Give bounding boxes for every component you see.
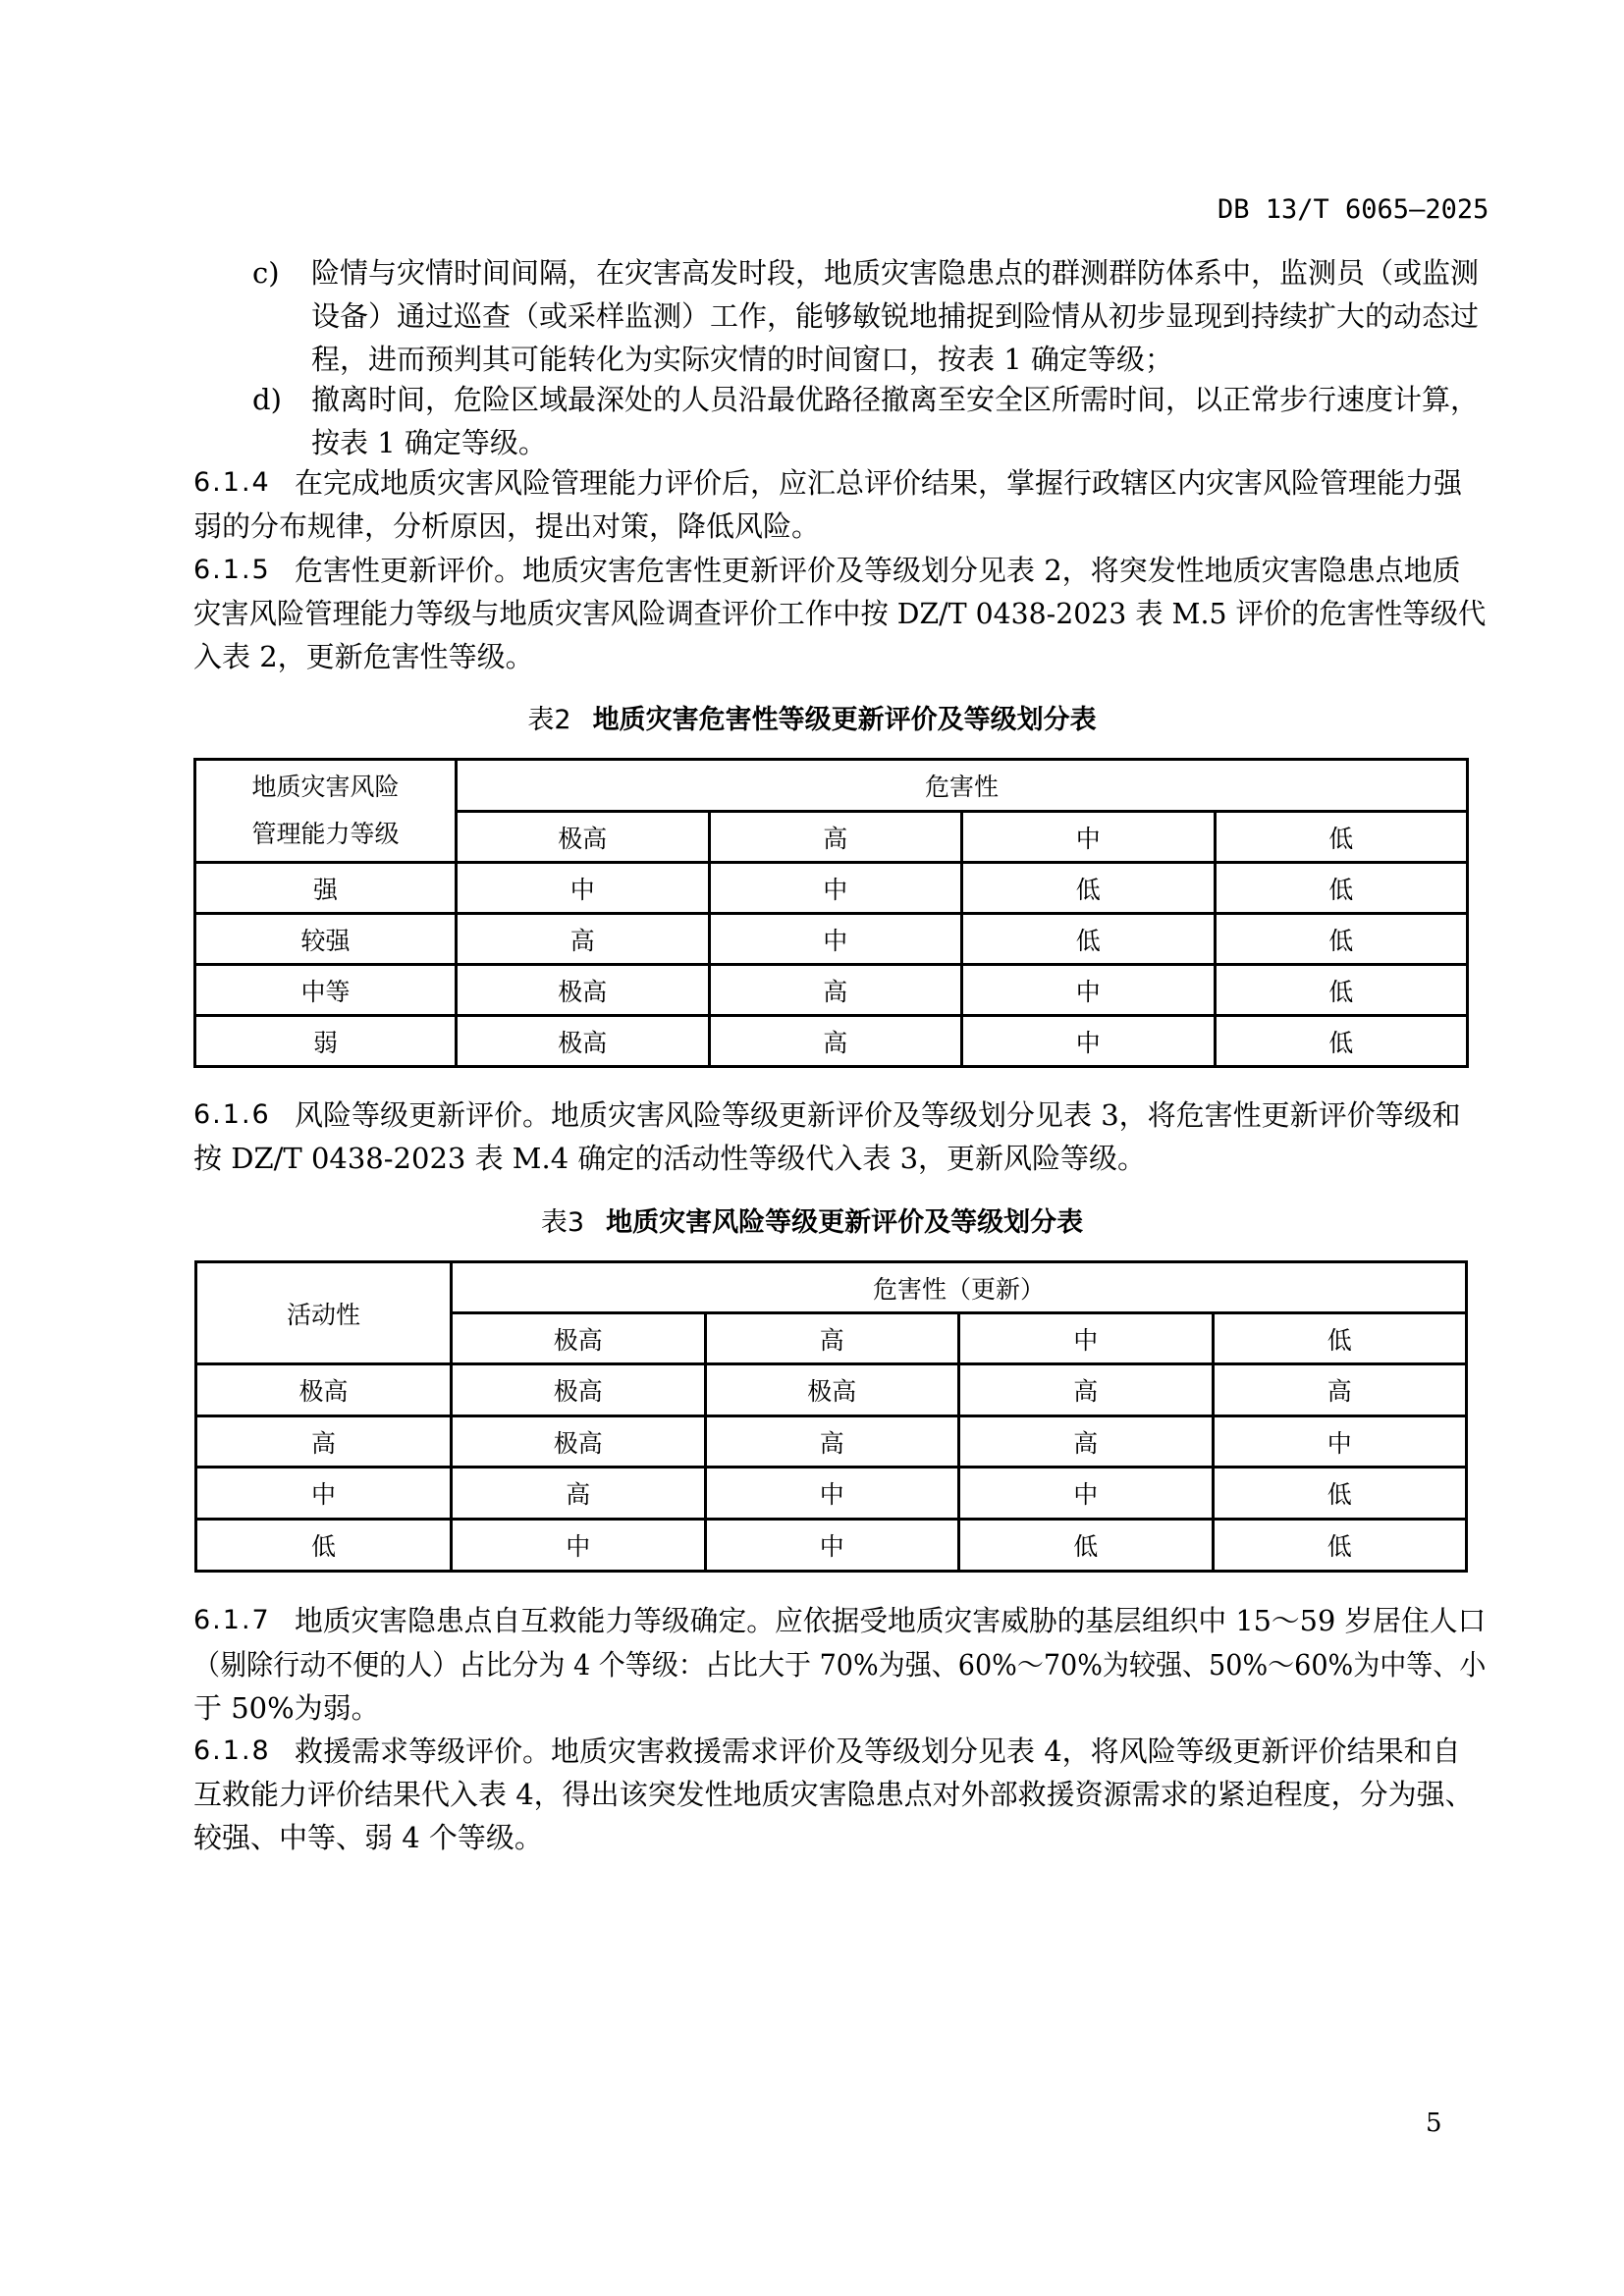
table3-cell: 低 xyxy=(1213,1520,1467,1572)
table2-cell: 极高 xyxy=(457,1016,710,1067)
table3-row-label: 中 xyxy=(196,1468,452,1520)
table3-cell: 极高 xyxy=(452,1416,706,1468)
page-number: 5 xyxy=(1426,2109,1442,2138)
paragraph-line: 救援需求等级评价。地质灾害救援需求评价及等级划分见表 4，将风险等级更新评价结果和自 xyxy=(295,1735,1461,1768)
table2-title: 地质灾害危害性等级更新评价及等级划分表 xyxy=(592,705,1097,735)
table3-column-header: 中 xyxy=(959,1313,1214,1364)
paragraph-line: 按 DZ/T 0438-2023 表 M.4 确定的活动性等级代入表 3，更新风险等级。 xyxy=(193,1142,1147,1175)
paragraph-line: 在完成地质灾害风险管理能力评价后，应汇总评价结果，掌握行政辖区内灾害风险管理能力强 xyxy=(295,466,1463,500)
table2-row-label: 较强 xyxy=(195,914,457,965)
table3-row xyxy=(196,1364,1467,1416)
paragraph-line: 弱的分布规律，分析原因，提出对策，降低风险。 xyxy=(193,509,821,543)
table2-column-header: 中 xyxy=(962,812,1216,863)
table2-cell: 中 xyxy=(962,965,1216,1016)
paragraph-line: 于 50%为弱。 xyxy=(193,1691,380,1725)
table3-cell: 极高 xyxy=(452,1364,706,1416)
table2-cell: 低 xyxy=(1215,965,1468,1016)
table2-cell: 低 xyxy=(962,863,1216,914)
table3-cell: 高 xyxy=(705,1416,959,1468)
table2-row-header-line: 管理能力等级 xyxy=(251,820,400,848)
section-number: 6.1.6 xyxy=(193,1099,271,1130)
table2-cell: 低 xyxy=(962,914,1216,965)
table2-row xyxy=(195,914,1468,965)
table2-column-header: 高 xyxy=(709,812,962,863)
table3-row-header: 活动性 xyxy=(196,1262,452,1364)
list-item-label: d) xyxy=(252,383,282,416)
table2 xyxy=(193,758,1469,1068)
table2-column-header: 极高 xyxy=(457,812,710,863)
list-item-line: 程，进而预判其可能转化为实际灾情的时间窗口，按表 1 确定等级； xyxy=(311,343,1173,376)
table2-row xyxy=(195,965,1468,1016)
table2-row-header-line: 地质灾害风险 xyxy=(251,773,400,801)
paragraph-line: 入表 2，更新危害性等级。 xyxy=(193,640,534,673)
table2-row xyxy=(195,863,1468,914)
table2-cell: 低 xyxy=(1215,914,1468,965)
table2-cell: 高 xyxy=(709,1016,962,1067)
table3-cell: 中 xyxy=(959,1468,1214,1520)
paragraph-line: 危害性更新评价。地质灾害危害性更新评价及等级划分见表 2，将突发性地质灾害隐患点地质 xyxy=(295,554,1461,587)
table2-cell: 极高 xyxy=(457,965,710,1016)
table2-row-label: 强 xyxy=(195,863,457,914)
paragraph-line: （剔除行动不便的人）占比分为 4 个等级：占比大于 70%为强、60%～70%为较强、50%～60%为中等、小 xyxy=(193,1648,1487,1682)
table3-cell: 高 xyxy=(959,1364,1214,1416)
table3-cell: 极高 xyxy=(705,1364,959,1416)
paragraph-line: 较强、中等、弱 4 个等级。 xyxy=(193,1821,543,1854)
paragraph-line: 互救能力评价结果代入表 4，得出该突发性地质灾害隐患点对外部救援资源需求的紧迫程度，分为强、 xyxy=(193,1778,1474,1811)
paragraph-line: 地质灾害隐患点自互救能力等级确定。应依据受地质灾害威胁的基层组织中 15～59 岁居住人口 xyxy=(295,1604,1487,1637)
table2-caption xyxy=(0,701,1624,740)
table3-cell: 低 xyxy=(1213,1468,1467,1520)
table3-column-group-header: 危害性（更新） xyxy=(452,1262,1467,1313)
table3-column-header: 低 xyxy=(1213,1313,1467,1364)
table3-number: 表3 xyxy=(540,1207,585,1238)
table3-cell: 中 xyxy=(705,1520,959,1572)
table2-cell: 低 xyxy=(1215,1016,1468,1067)
table3-row-label: 低 xyxy=(196,1520,452,1572)
table3-title: 地质灾害风险等级更新评价及等级划分表 xyxy=(606,1207,1084,1238)
table3 xyxy=(194,1260,1468,1573)
table3-row xyxy=(196,1468,1467,1520)
table2-cell: 中 xyxy=(962,1016,1216,1067)
table2-cell: 中 xyxy=(457,863,710,914)
table3-cell: 高 xyxy=(452,1468,706,1520)
table3-cell: 中 xyxy=(705,1468,959,1520)
table2-number: 表2 xyxy=(527,705,571,735)
table2-row-label: 弱 xyxy=(195,1016,457,1067)
table2-cell: 高 xyxy=(457,914,710,965)
table3-cell: 低 xyxy=(959,1520,1214,1572)
table2-column-header: 低 xyxy=(1215,812,1468,863)
table2-row-header xyxy=(195,760,457,863)
table3-row xyxy=(196,1520,1467,1572)
paragraph-line: 灾害风险管理能力等级与地质灾害风险调查评价工作中按 DZ/T 0438-2023 表 M.5 评价的危害性等级代 xyxy=(193,597,1487,630)
table3-caption xyxy=(0,1203,1624,1243)
table3-cell: 高 xyxy=(1213,1364,1467,1416)
table2-column-group-header: 危害性 xyxy=(457,760,1468,812)
section-number: 6.1.5 xyxy=(193,555,271,585)
table2-cell: 低 xyxy=(1215,863,1468,914)
table2-cell: 高 xyxy=(709,965,962,1016)
paragraph-line: 风险等级更新评价。地质灾害风险等级更新评价及等级划分见表 3，将危害性更新评价等级和 xyxy=(295,1098,1461,1132)
table3-column-header: 极高 xyxy=(452,1313,706,1364)
list-item-line: 按表 1 确定等级。 xyxy=(311,426,547,459)
table3-row-label: 高 xyxy=(196,1416,452,1468)
table3-cell: 中 xyxy=(452,1520,706,1572)
table3-cell: 中 xyxy=(1213,1416,1467,1468)
table2-row xyxy=(195,1016,1468,1067)
table2-cell: 中 xyxy=(709,863,962,914)
list-item-label: c) xyxy=(252,256,280,290)
section-number: 6.1.8 xyxy=(193,1735,271,1766)
table3-row-label: 极高 xyxy=(196,1364,452,1416)
document-id-header: DB 13/T 6065—2025 xyxy=(1218,194,1489,225)
table2-row-label: 中等 xyxy=(195,965,457,1016)
list-item-line: 撤离时间，危险区域最深处的人员沿最优路径撤离至安全区所需时间，以正常步行速度计算， xyxy=(311,383,1480,416)
table2-cell: 中 xyxy=(709,914,962,965)
table3-cell: 高 xyxy=(959,1416,1214,1468)
list-item-line: 险情与灾情时间间隔，在灾害高发时段，地质灾害隐患点的群测群防体系中，监测员（或监测 xyxy=(311,256,1480,290)
section-number: 6.1.7 xyxy=(193,1605,271,1635)
section-number: 6.1.4 xyxy=(193,467,271,498)
table3-row xyxy=(196,1416,1467,1468)
list-item-line: 设备）通过巡查（或采样监测）工作，能够敏锐地捕捉到险情从初步显现到持续扩大的动态过 xyxy=(311,299,1480,333)
table3-column-header: 高 xyxy=(705,1313,959,1364)
